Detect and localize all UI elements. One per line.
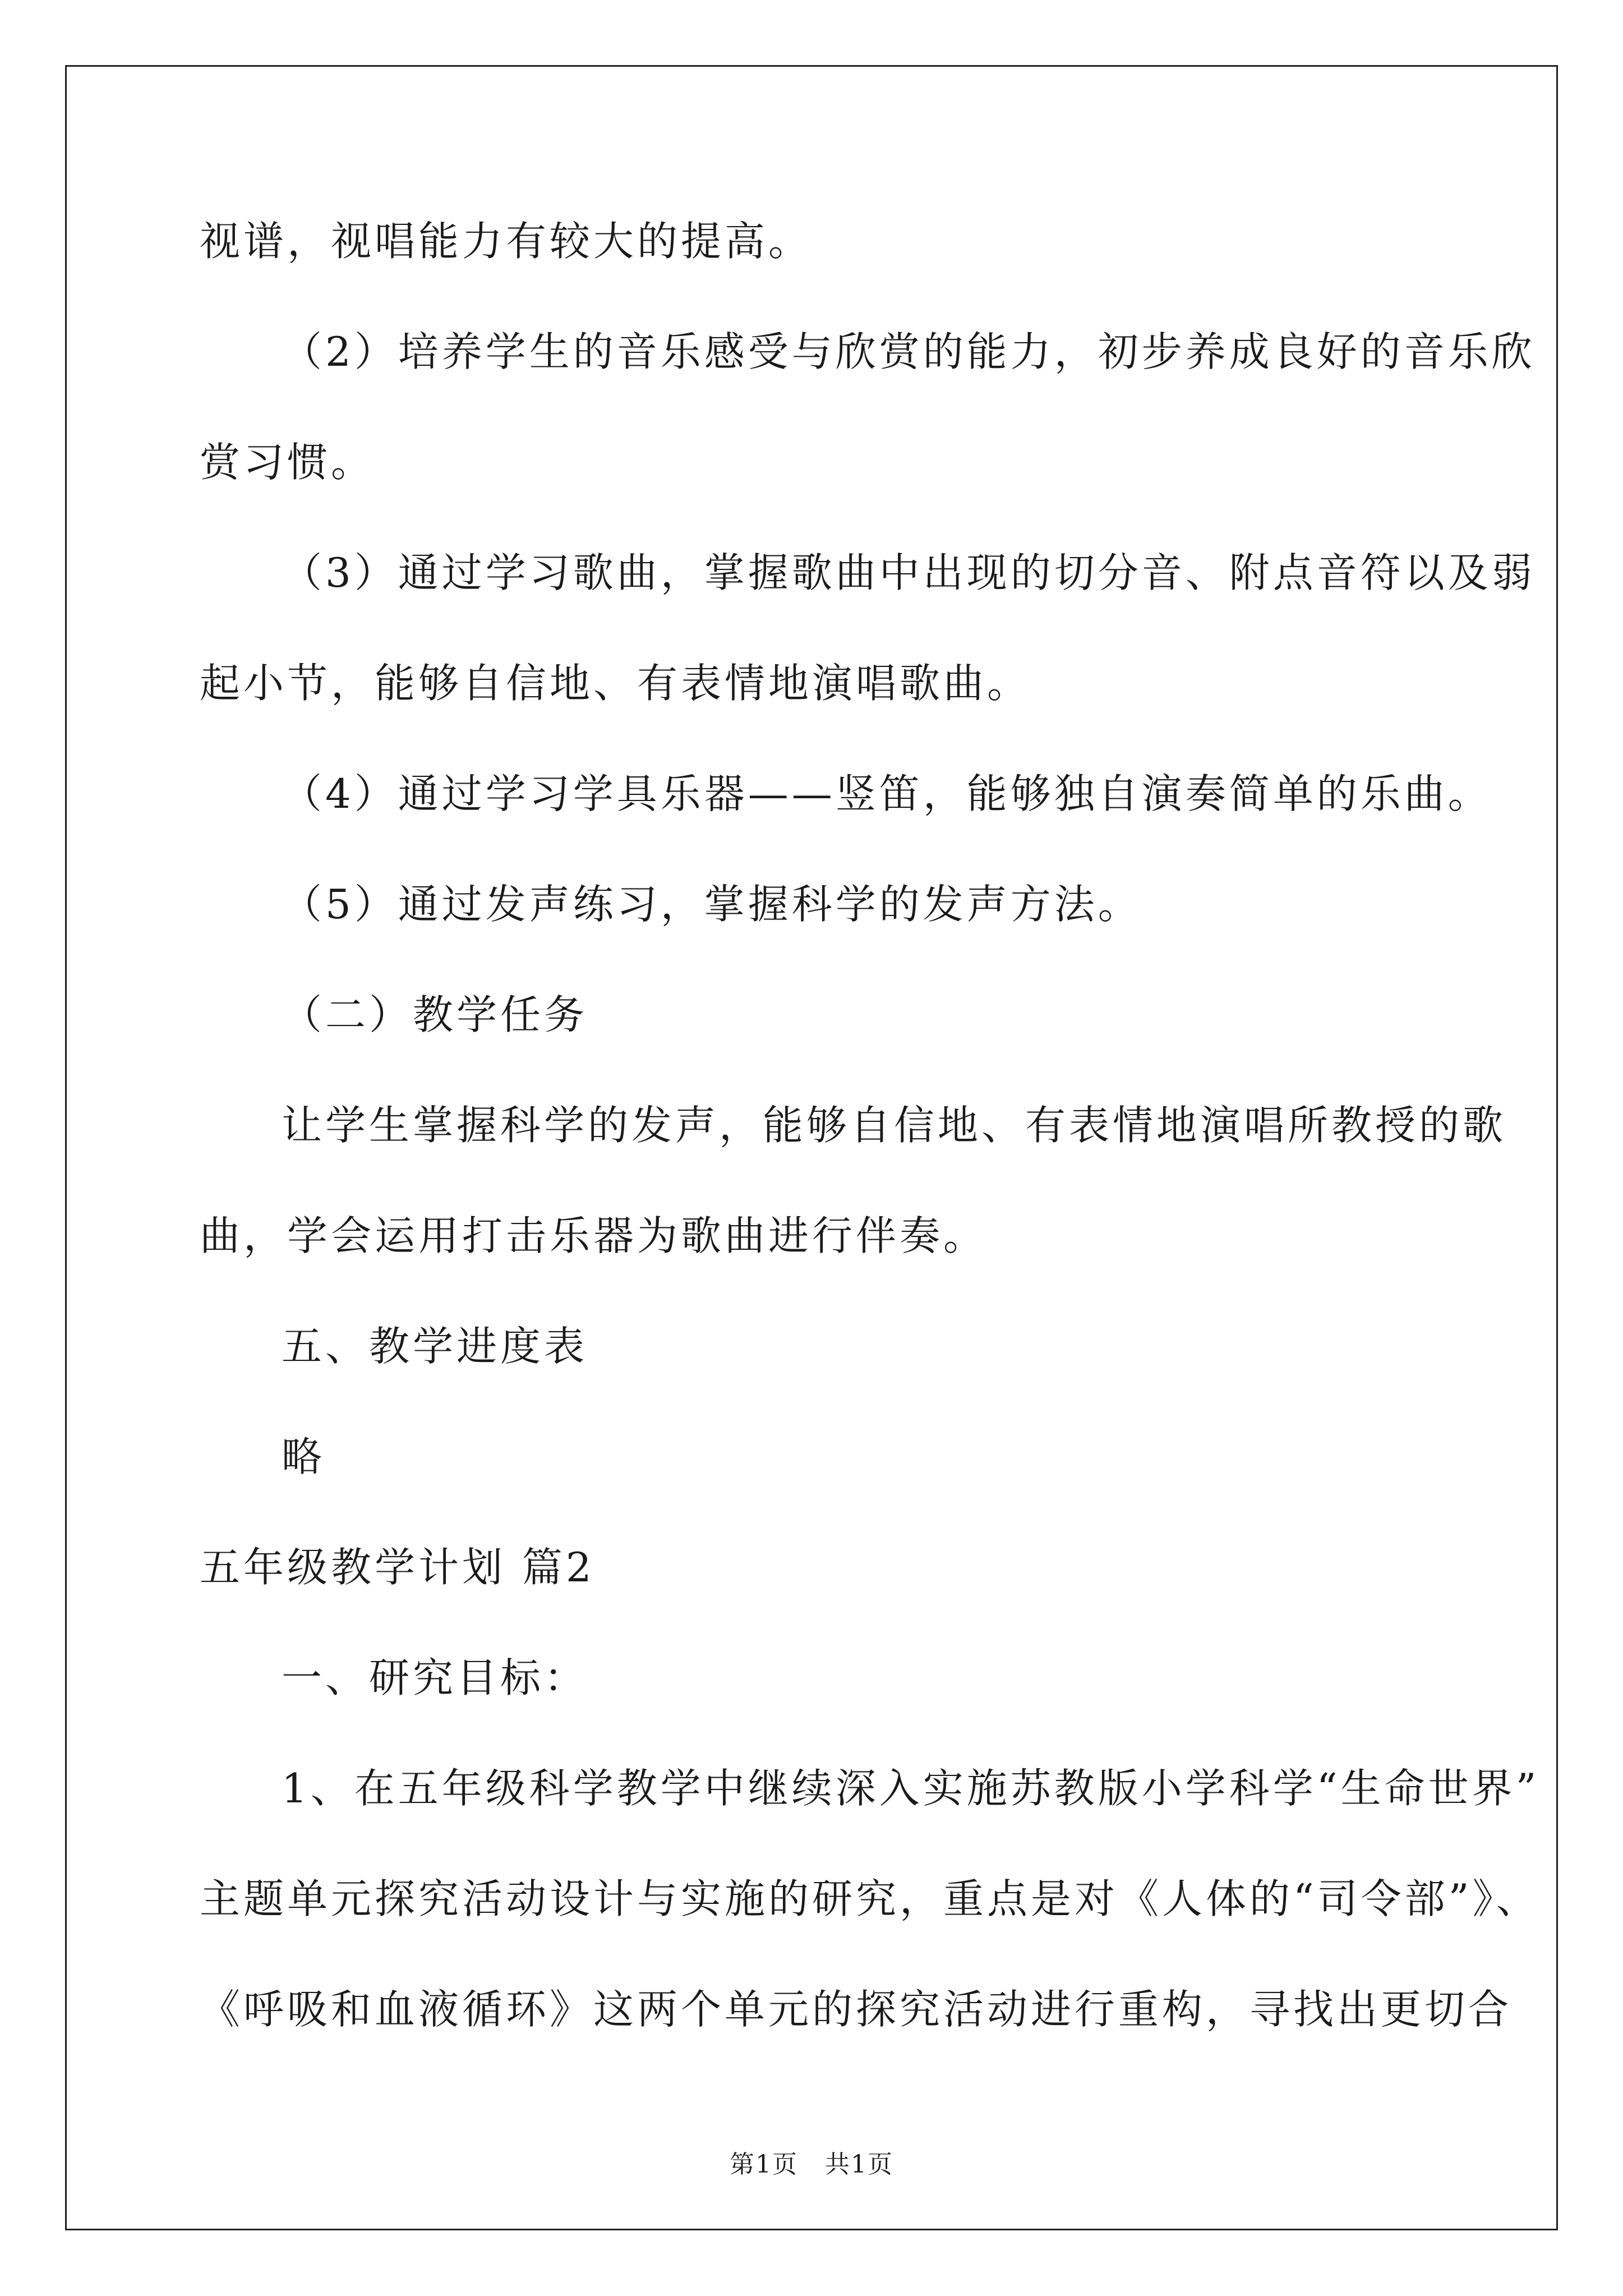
section-heading-research-goals: 一、研究目标： xyxy=(282,1654,588,1701)
chapter-title: 五年级教学计划 篇2 xyxy=(200,1544,595,1591)
section-heading-teaching-tasks: （二）教学任务 xyxy=(282,991,588,1038)
text-line-12: 略 xyxy=(282,1433,326,1480)
text-line-1: 视谱，视唱能力有较大的提高。 xyxy=(200,218,813,265)
text-line-3: 赏习惯。 xyxy=(200,439,375,486)
section-heading-schedule: 五、教学进度表 xyxy=(282,1323,588,1370)
text-line-6: （4）通过学习学具乐器——竖笛，能够独自演奏简单的乐曲。 xyxy=(282,770,1492,817)
text-line-4: （3）通过学习歌曲，掌握歌曲中出现的切分音、附点音符以及弱 xyxy=(282,549,1536,596)
text-line-7: （5）通过发声练习，掌握科学的发声方法。 xyxy=(282,881,1142,928)
text-line-15: 1、在五年级科学教学中继续深入实施苏教版小学科学“生命世界” xyxy=(282,1765,1540,1812)
text-line-2: （2）培养学生的音乐感受与欣赏的能力，初步养成良好的音乐欣 xyxy=(282,328,1536,375)
text-line-5: 起小节，能够自信地、有表情地演唱歌曲。 xyxy=(200,660,1031,707)
text-line-9: 让学生掌握科学的发声，能够自信地、有表情地演唱所教授的歌 xyxy=(282,1102,1507,1149)
page-number-footer: 第1页 共1页 xyxy=(730,2150,893,2179)
text-line-16: 主题单元探究活动设计与实施的研究，重点是对《人体的“司令部”》、 xyxy=(200,1875,1540,1922)
text-line-10: 曲，学会运用打击乐器为歌曲进行伴奏。 xyxy=(200,1212,988,1259)
text-line-17: 《呼吸和血液循环》这两个单元的探究活动进行重构，寻找出更切合 xyxy=(200,1986,1513,2033)
